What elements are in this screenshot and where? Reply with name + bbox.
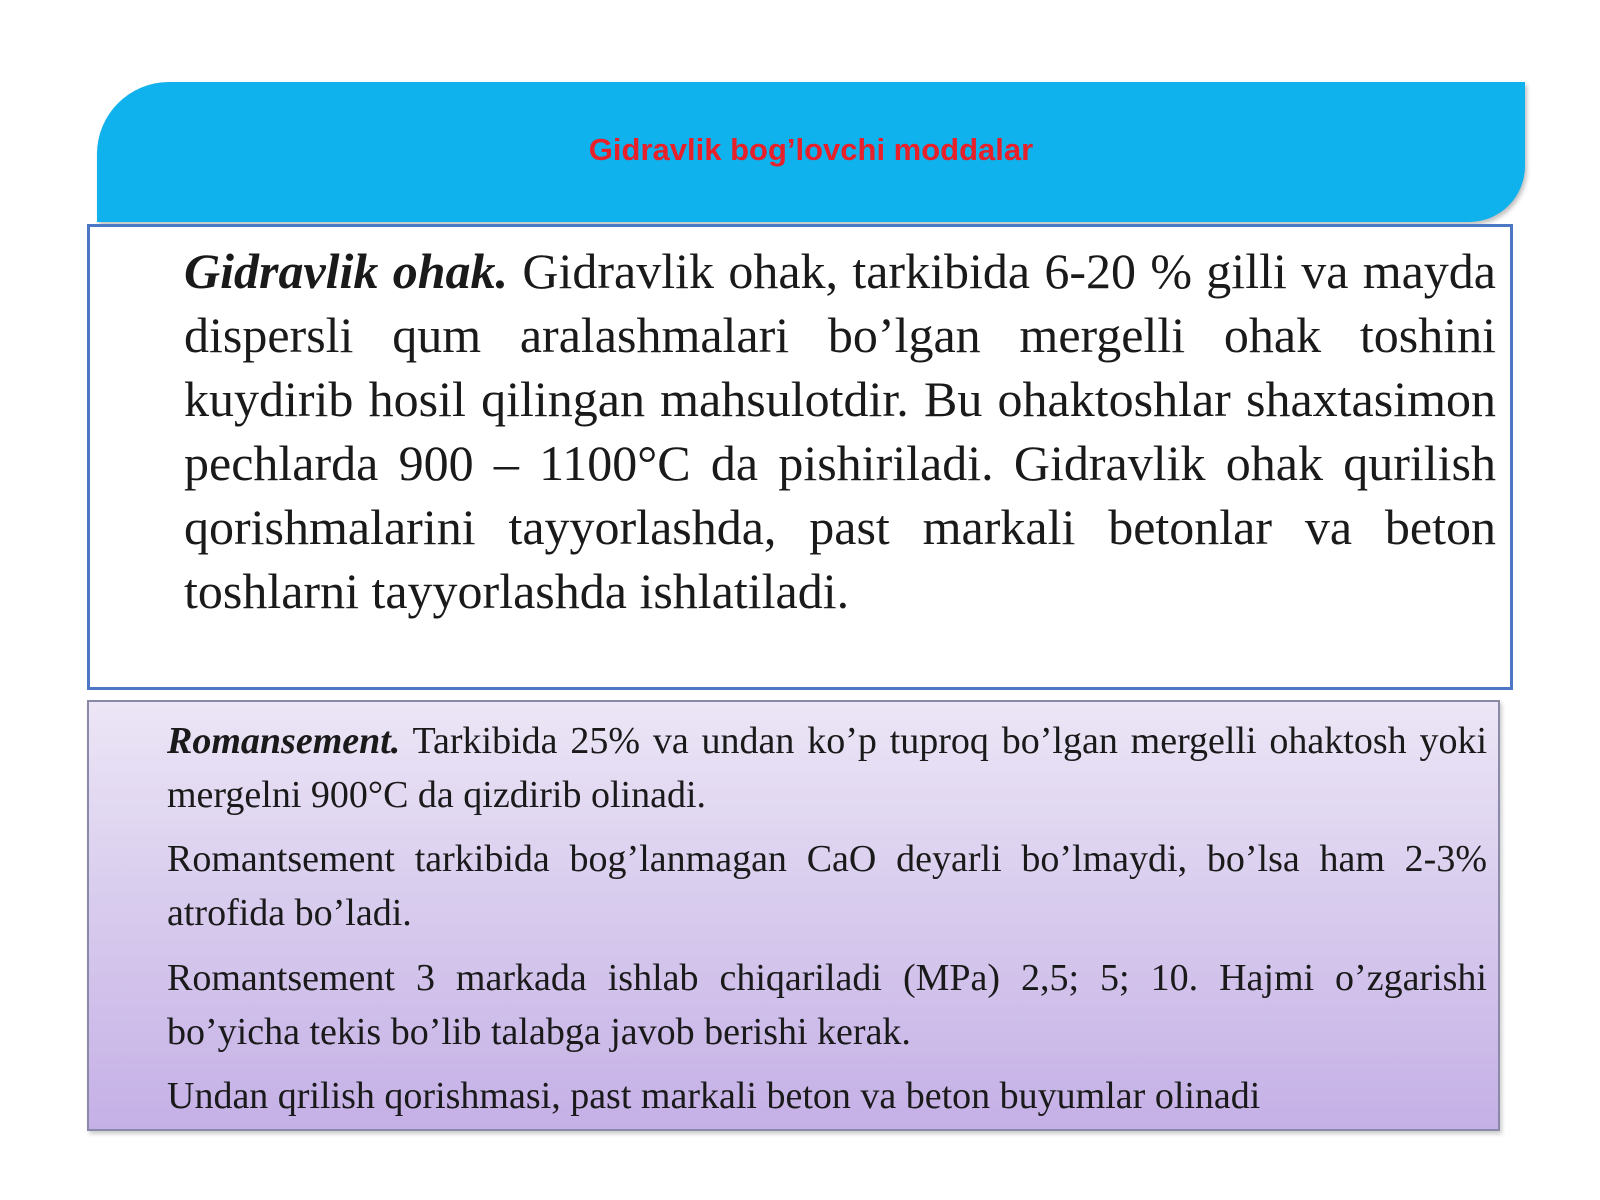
hydraulic-lime-lead: Gidravlik ohak. [184, 243, 509, 299]
hydraulic-lime-box [87, 224, 1513, 690]
slide-title: Gidravlik bog’lovchi moddalar [588, 132, 1034, 167]
title-banner [97, 82, 1525, 222]
hydraulic-lime-paragraph [184, 239, 1496, 623]
romancement-paragraph-3: Romantsement 3 markada ishlab chiqariladi (MPa) 2,5; 5; 10. Hajmi o’zgarishi bo’yicha tekis bo’lib talabga javob berishi kerak. [167, 957, 1487, 1053]
romancement-box [87, 700, 1500, 1131]
romancement-paragraph-1 [167, 714, 1487, 822]
romancement-paragraph-2: Romantsement tarkibida bog’lanmagan CaO deyarli bo’lmaydi, bo’lsa ham 2-3% atrofida bo’ladi. [167, 838, 1487, 934]
romancement-paragraph-4: Undan qrilish qorishmasi, past markali beton va beton buyumlar olinadi [167, 1075, 1261, 1117]
romancement-p1-body: Tarkibida 25% va undan ko’p tuproq bo’lgan mergelli ohaktosh yoki mergelni 900°C da qizdirib olinadi. [167, 720, 1487, 816]
hydraulic-lime-body: Gidravlik ohak, tarkibida 6-20 % gilli va mayda dispersli qum aralashmalari bo’lgan mergelli ohak toshini kuydirib hosil qilingan mahsulotdir. Bu ohaktoshlar shaxtasimon pechlarda 900 – 1100°C da pishiriladi. Gidravlik ohak qurilish qorishmalarini tayyorlashda, past markali betonlar va beton toshlarni tayyorlashda ishlatiladi. [184, 243, 1496, 619]
romancement-lead: Romansement. [167, 720, 401, 762]
